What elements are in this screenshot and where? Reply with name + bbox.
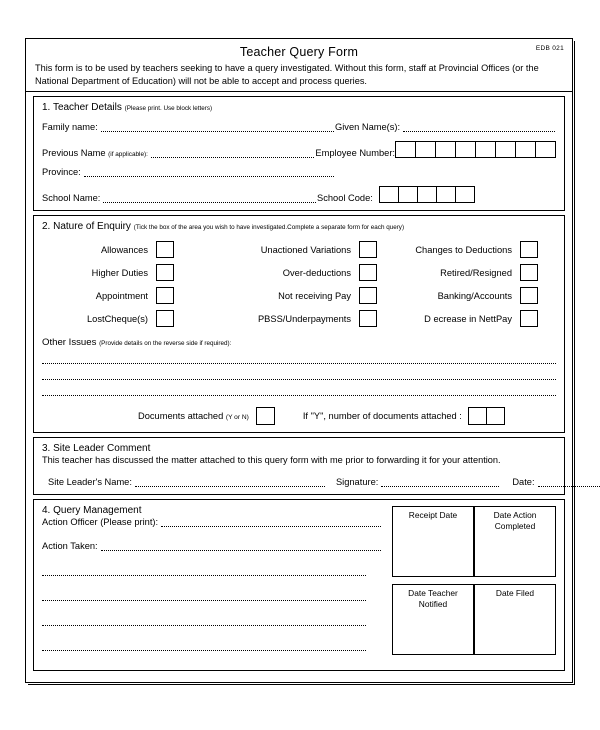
checkbox-row-lost-cheques[interactable] <box>42 307 214 330</box>
section2-hint: (Tick the box of the area you wish to have investigated.Complete a separate form for each query) <box>133 224 405 232</box>
checkbox-label: Appointment <box>95 290 148 301</box>
employee-number-cell[interactable] <box>475 141 496 158</box>
school-code-boxes[interactable] <box>379 186 475 203</box>
row-previous-name-employee-number <box>42 141 556 158</box>
date-box-date-action-completed[interactable]: Date Action Completed <box>474 506 556 577</box>
section2-title: 2. Nature of Enquiry <box>42 221 131 233</box>
documents-attached-checkbox[interactable] <box>256 407 275 425</box>
date-label: Date: <box>512 477 535 488</box>
checkbox-row-pbss-underpayments[interactable] <box>214 307 399 330</box>
checkbox-decrease-in-nett-pay[interactable] <box>520 310 538 327</box>
action-taken-input[interactable] <box>101 541 381 551</box>
checkbox-lost-cheques[interactable] <box>156 310 174 327</box>
form-header <box>26 39 572 92</box>
checkbox-label: Allowances <box>100 244 148 255</box>
form-intro-text: This form is to be used by teachers seeking to have a query investigated. Without this form, staff at Provincial Offices (or the National Department of Education) will not be able to accept and process queries. <box>35 63 539 86</box>
other-issues-heading <box>42 337 556 348</box>
checkbox-row-retired-resigned[interactable] <box>399 261 556 284</box>
checkbox-row-higher-duties[interactable] <box>42 261 214 284</box>
employee-number-cell[interactable] <box>515 141 536 158</box>
section3-statement: This teacher has discussed the matter attached to this query form with me prior to forwarding it for your attention. <box>42 455 501 466</box>
section-nature-of-enquiry <box>33 215 565 433</box>
date-box-date-filed[interactable]: Date Filed <box>474 584 556 655</box>
action-officer-row <box>42 517 382 527</box>
row-province <box>42 167 556 177</box>
checkbox-retired-resigned[interactable] <box>520 264 538 281</box>
form-code: EDB 021 <box>535 45 564 52</box>
action-taken-line[interactable] <box>42 560 366 576</box>
checkbox-unactioned-variations[interactable] <box>359 241 377 258</box>
checkbox-changes-to-deductions[interactable] <box>520 241 538 258</box>
school-code-label: School Code: <box>317 193 373 204</box>
employee-number-cell[interactable] <box>395 141 416 158</box>
school-code-cell[interactable] <box>417 186 437 203</box>
given-names-input[interactable] <box>403 122 555 132</box>
action-taken-line[interactable] <box>42 585 366 601</box>
form-page <box>25 38 573 683</box>
checkbox-not-receiving-pay[interactable] <box>359 287 377 304</box>
checkbox-label: PBSS/Underpayments <box>257 313 351 324</box>
checkbox-over-deductions[interactable] <box>359 264 377 281</box>
other-issues-line[interactable] <box>42 366 556 380</box>
checkbox-appointment[interactable] <box>156 287 174 304</box>
checkbox-higher-duties[interactable] <box>156 264 174 281</box>
checkbox-pbss-underpayments[interactable] <box>359 310 377 327</box>
page-title: Teacher Query Form <box>239 45 359 59</box>
checkbox-row-unactioned-variations[interactable] <box>214 238 399 261</box>
enquiry-column-2 <box>214 238 399 330</box>
school-code-cell[interactable] <box>398 186 418 203</box>
date-box-date-teacher-notified[interactable]: Date Teacher Notified <box>392 584 474 655</box>
checkbox-row-banking-accounts[interactable] <box>399 284 556 307</box>
employee-number-cell[interactable] <box>495 141 516 158</box>
checkbox-row-allowances[interactable] <box>42 238 214 261</box>
employee-number-cell[interactable] <box>455 141 476 158</box>
province-input[interactable] <box>84 167 334 177</box>
row-family-given-name <box>42 122 556 132</box>
employee-number-boxes[interactable] <box>395 141 556 158</box>
previous-name-hint: (if applicable): <box>108 151 148 159</box>
documents-number-cell[interactable] <box>486 407 505 425</box>
other-issues-line[interactable] <box>42 382 556 396</box>
section2-heading <box>42 221 556 232</box>
checkbox-row-decrease-in-nett-pay[interactable] <box>399 307 556 330</box>
given-names-label: Given Name(s): <box>335 122 401 133</box>
section-teacher-details <box>33 96 565 211</box>
documents-attached-row <box>42 407 556 425</box>
other-issues-label: Other Issues <box>42 337 97 349</box>
query-management-date-boxes <box>382 505 556 662</box>
other-issues-hint: (Provide details on the reverse side if required): <box>99 340 232 348</box>
checkbox-row-over-deductions[interactable] <box>214 261 399 284</box>
checkbox-label: Not receiving Pay <box>278 290 351 301</box>
checkbox-allowances[interactable] <box>156 241 174 258</box>
enquiry-column-1 <box>42 238 214 330</box>
employee-number-cell[interactable] <box>415 141 436 158</box>
section-site-leader-comment <box>33 437 565 495</box>
school-name-input[interactable] <box>103 193 316 203</box>
action-officer-label: Action Officer (Please print): <box>42 517 159 528</box>
checkbox-label: Changes to Deductions <box>415 244 512 255</box>
section4-title: 4. Query Management <box>42 505 142 517</box>
previous-name-input[interactable] <box>151 148 314 158</box>
checkbox-label: Higher Duties <box>91 267 148 278</box>
site-leader-signature-row <box>42 477 556 487</box>
date-box-receipt-date[interactable]: Receipt Date <box>392 506 474 577</box>
section-query-management <box>33 499 565 671</box>
action-taken-line[interactable] <box>42 635 366 651</box>
action-taken-label: Action Taken: <box>42 541 98 552</box>
documents-number-cell[interactable] <box>468 407 487 425</box>
signature-input[interactable] <box>381 477 499 487</box>
school-code-cell[interactable] <box>455 186 475 203</box>
section3-title: 3. Site Leader Comment <box>42 443 151 455</box>
checkbox-label: Retired/Resigned <box>440 267 512 278</box>
employee-number-label: Employee Number: <box>315 148 395 159</box>
section1-heading <box>42 102 556 113</box>
section1-hint: (Please print. Use block letters) <box>124 105 213 113</box>
school-code-cell[interactable] <box>379 186 399 203</box>
checkbox-label: Banking/Accounts <box>437 290 512 301</box>
employee-number-cell[interactable] <box>535 141 556 158</box>
site-leader-name-label: Site Leader's Name: <box>48 477 132 488</box>
school-code-cell[interactable] <box>436 186 456 203</box>
province-label: Province: <box>42 167 81 178</box>
checkbox-row-appointment[interactable] <box>42 284 214 307</box>
checkbox-banking-accounts[interactable] <box>520 287 538 304</box>
checkbox-label: Unactioned Variations <box>260 244 351 255</box>
family-name-label: Family name: <box>42 122 98 133</box>
checkbox-label: Over-deductions <box>282 267 351 278</box>
other-issues-line[interactable] <box>42 350 556 364</box>
employee-number-cell[interactable] <box>435 141 456 158</box>
documents-number-boxes[interactable] <box>468 407 505 425</box>
query-management-left <box>42 505 382 662</box>
checkbox-row-changes-to-deductions[interactable] <box>399 238 556 261</box>
checkbox-row-not-receiving-pay[interactable] <box>214 284 399 307</box>
site-leader-name-input[interactable] <box>135 477 325 487</box>
section1-title: 1. Teacher Details <box>42 102 122 114</box>
date-input[interactable] <box>538 477 600 487</box>
enquiry-checkbox-grid <box>42 238 556 330</box>
action-taken-row <box>42 541 382 551</box>
documents-number-label: If "Y", number of documents attached : <box>302 411 462 422</box>
enquiry-column-3 <box>399 238 556 330</box>
action-officer-input[interactable] <box>161 517 381 527</box>
documents-attached-hint: (Y or N) <box>225 414 249 422</box>
checkbox-label: LostCheque(s) <box>87 313 148 324</box>
school-name-label: School Name: <box>42 193 101 204</box>
documents-attached-label: Documents attached (Y or N) <box>138 411 249 422</box>
previous-name-label: Previous Name (if applicable): <box>42 148 148 159</box>
family-name-input[interactable] <box>101 122 334 132</box>
row-school-name-code <box>42 186 556 203</box>
action-taken-line[interactable] <box>42 610 366 626</box>
checkbox-label: D ecrease in NettPay <box>424 313 512 324</box>
signature-label: Signature: <box>335 477 379 488</box>
